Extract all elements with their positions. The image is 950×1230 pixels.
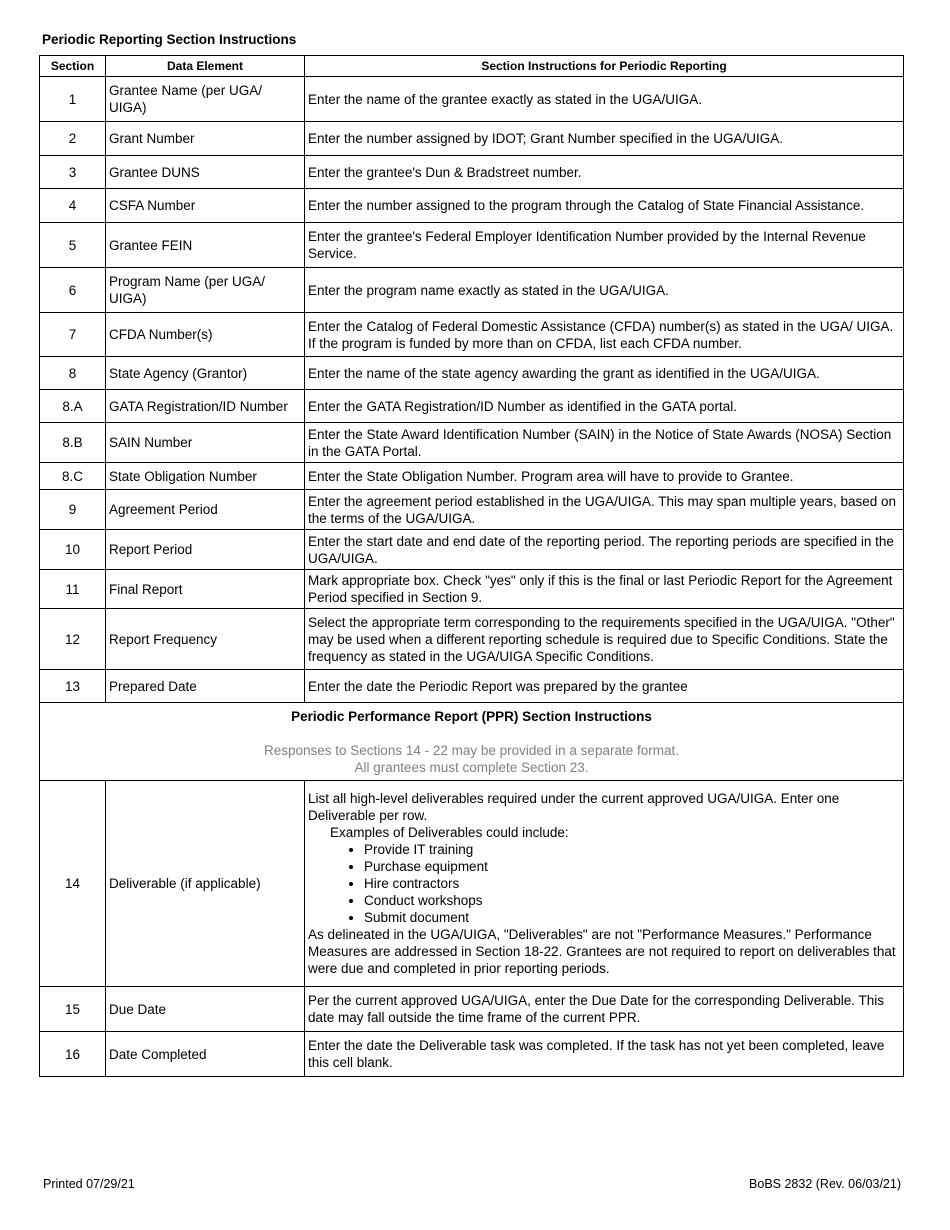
section-number: 8	[40, 357, 106, 390]
data-element: State Obligation Number	[106, 463, 305, 490]
table-row	[40, 987, 904, 1032]
section-number: 12	[40, 609, 106, 670]
section-number: 1	[40, 77, 106, 122]
section-number: 5	[40, 223, 106, 268]
instruction-text	[305, 781, 904, 987]
instruction-text: Enter the start date and end date of the reporting period. The reporting periods are specified in the UGA/UIGA.	[305, 530, 904, 570]
list-item: • Hire contractors	[364, 875, 900, 892]
column-header-data-element: Data Element	[106, 56, 305, 77]
column-header-section: Section	[40, 56, 106, 77]
printed-date: Printed 07/29/21	[43, 1177, 135, 1191]
section-number: 3	[40, 156, 106, 189]
table-row	[40, 390, 904, 423]
instruction-text: Enter the grantee's Federal Employer Identification Number provided by the Internal Revenue Service.	[305, 223, 904, 268]
ppr-section-header-row	[40, 703, 904, 781]
table-row	[40, 781, 904, 987]
table-header-row	[40, 56, 904, 77]
data-element: Due Date	[106, 987, 305, 1032]
data-element: Date Completed	[106, 1032, 305, 1077]
ppr-note-line-2: All grantees must complete Section 23.	[354, 759, 589, 775]
table-row	[40, 156, 904, 189]
table-row	[40, 609, 904, 670]
instruction-text: Enter the State Award Identification Number (SAIN) in the Notice of State Awards (NOSA) Section in the GATA Portal.	[305, 423, 904, 463]
data-element: Report Frequency	[106, 609, 305, 670]
instruction-text: Mark appropriate box. Check "yes" only if this is the final or last Periodic Report for the Agreement Period specified in Section 9.	[305, 570, 904, 609]
section-number: 8.C	[40, 463, 106, 490]
list-item: • Provide IT training	[364, 841, 900, 858]
instruction-text: Enter the agreement period established in the UGA/UIGA. This may span multiple years, based on the terms of the UGA/UIGA.	[305, 490, 904, 530]
ppr-title: Periodic Performance Report (PPR) Section Instructions	[291, 708, 652, 724]
data-element: Agreement Period	[106, 490, 305, 530]
table-row	[40, 463, 904, 490]
section-number: 9	[40, 490, 106, 530]
data-element: CFDA Number(s)	[106, 313, 305, 357]
section-number: 6	[40, 268, 106, 313]
instruction-text: Enter the name of the grantee exactly as stated in the UGA/UIGA.	[305, 77, 904, 122]
section-number: 11	[40, 570, 106, 609]
instruction-text: Enter the program name exactly as stated in the UGA/UIGA.	[305, 268, 904, 313]
table-row	[40, 77, 904, 122]
table-row	[40, 313, 904, 357]
instruction-text: Per the current approved UGA/UIGA, enter the Due Date for the corresponding Deliverable. This date may fall outside the time frame of the current PPR.	[305, 987, 904, 1032]
data-element: Deliverable (if applicable)	[106, 781, 305, 987]
form-id: BoBS 2832 (Rev. 06/03/21)	[749, 1177, 901, 1191]
section-number: 14	[40, 781, 106, 987]
data-element: CSFA Number	[106, 189, 305, 223]
instruction-text: Enter the State Obligation Number. Program area will have to provide to Grantee.	[305, 463, 904, 490]
data-element: SAIN Number	[106, 423, 305, 463]
table-row	[40, 570, 904, 609]
instruction-text: Enter the date the Deliverable task was completed. If the task has not yet been completed, leave this cell blank.	[305, 1032, 904, 1077]
section-number: 13	[40, 670, 106, 703]
instruction-text: Enter the Catalog of Federal Domestic Assistance (CFDA) number(s) as stated in the UGA/ UIGA. If the program is funded by more than on CFDA, list each CFDA number.	[305, 313, 904, 357]
instruction-text: Enter the GATA Registration/ID Number as identified in the GATA portal.	[305, 390, 904, 423]
deliverable-outro: As delineated in the UGA/UIGA, "Deliverables" are not "Performance Measures." Performance Measures are addressed in Section 18-22. Grantees are not required to report on deliverables that were due and completed in prior reporting periods.	[308, 927, 896, 976]
table-row	[40, 530, 904, 570]
instructions-table	[39, 55, 904, 1077]
section-number: 4	[40, 189, 106, 223]
instruction-text: Select the appropriate term corresponding to the requirements specified in the UGA/UIGA. "Other" may be used when a different reporting schedule is required due to Specific Conditions. State the frequency as stated in the UGA/UIGA Specific Conditions.	[305, 609, 904, 670]
instruction-text: Enter the name of the state agency awarding the grant as identified in the UGA/UIGA.	[305, 357, 904, 390]
examples-label: Examples of Deliverables could include:	[330, 825, 569, 840]
table-row	[40, 268, 904, 313]
ppr-note-line-1: Responses to Sections 14 - 22 may be provided in a separate format.	[264, 742, 679, 758]
section-number: 8.B	[40, 423, 106, 463]
data-element: Report Period	[106, 530, 305, 570]
table-row	[40, 189, 904, 223]
ppr-section-header	[40, 703, 904, 781]
section-number: 8.A	[40, 390, 106, 423]
section-number: 15	[40, 987, 106, 1032]
table-row	[40, 223, 904, 268]
list-item: • Submit document	[364, 909, 900, 926]
table-row	[40, 490, 904, 530]
data-element: GATA Registration/ID Number	[106, 390, 305, 423]
list-item: • Purchase equipment	[364, 858, 900, 875]
page-title: Periodic Reporting Section Instructions	[42, 32, 297, 47]
table-row	[40, 1032, 904, 1077]
data-element: Grant Number	[106, 122, 305, 156]
examples-list	[308, 841, 900, 926]
instruction-text: Enter the number assigned by IDOT; Grant Number specified in the UGA/UIGA.	[305, 122, 904, 156]
deliverable-intro: List all high-level deliverables required under the current approved UGA/UIGA. Enter one Deliverable per row.	[308, 791, 840, 823]
section-number: 7	[40, 313, 106, 357]
table-row	[40, 670, 904, 703]
data-element: Grantee DUNS	[106, 156, 305, 189]
data-element: State Agency (Grantor)	[106, 357, 305, 390]
data-element: Final Report	[106, 570, 305, 609]
section-number: 2	[40, 122, 106, 156]
table-row	[40, 423, 904, 463]
column-header-instructions: Section Instructions for Periodic Reporting	[305, 56, 904, 77]
data-element: Grantee Name (per UGA/ UIGA)	[106, 77, 305, 122]
instruction-text: Enter the date the Periodic Report was prepared by the grantee	[305, 670, 904, 703]
list-item: • Conduct workshops	[364, 892, 900, 909]
instruction-text: Enter the number assigned to the program through the Catalog of State Financial Assistance.	[305, 189, 904, 223]
data-element: Grantee FEIN	[106, 223, 305, 268]
section-number: 16	[40, 1032, 106, 1077]
data-element: Prepared Date	[106, 670, 305, 703]
table-row	[40, 357, 904, 390]
section-number: 10	[40, 530, 106, 570]
table-row	[40, 122, 904, 156]
instruction-text: Enter the grantee's Dun & Bradstreet number.	[305, 156, 904, 189]
data-element: Program Name (per UGA/ UIGA)	[106, 268, 305, 313]
